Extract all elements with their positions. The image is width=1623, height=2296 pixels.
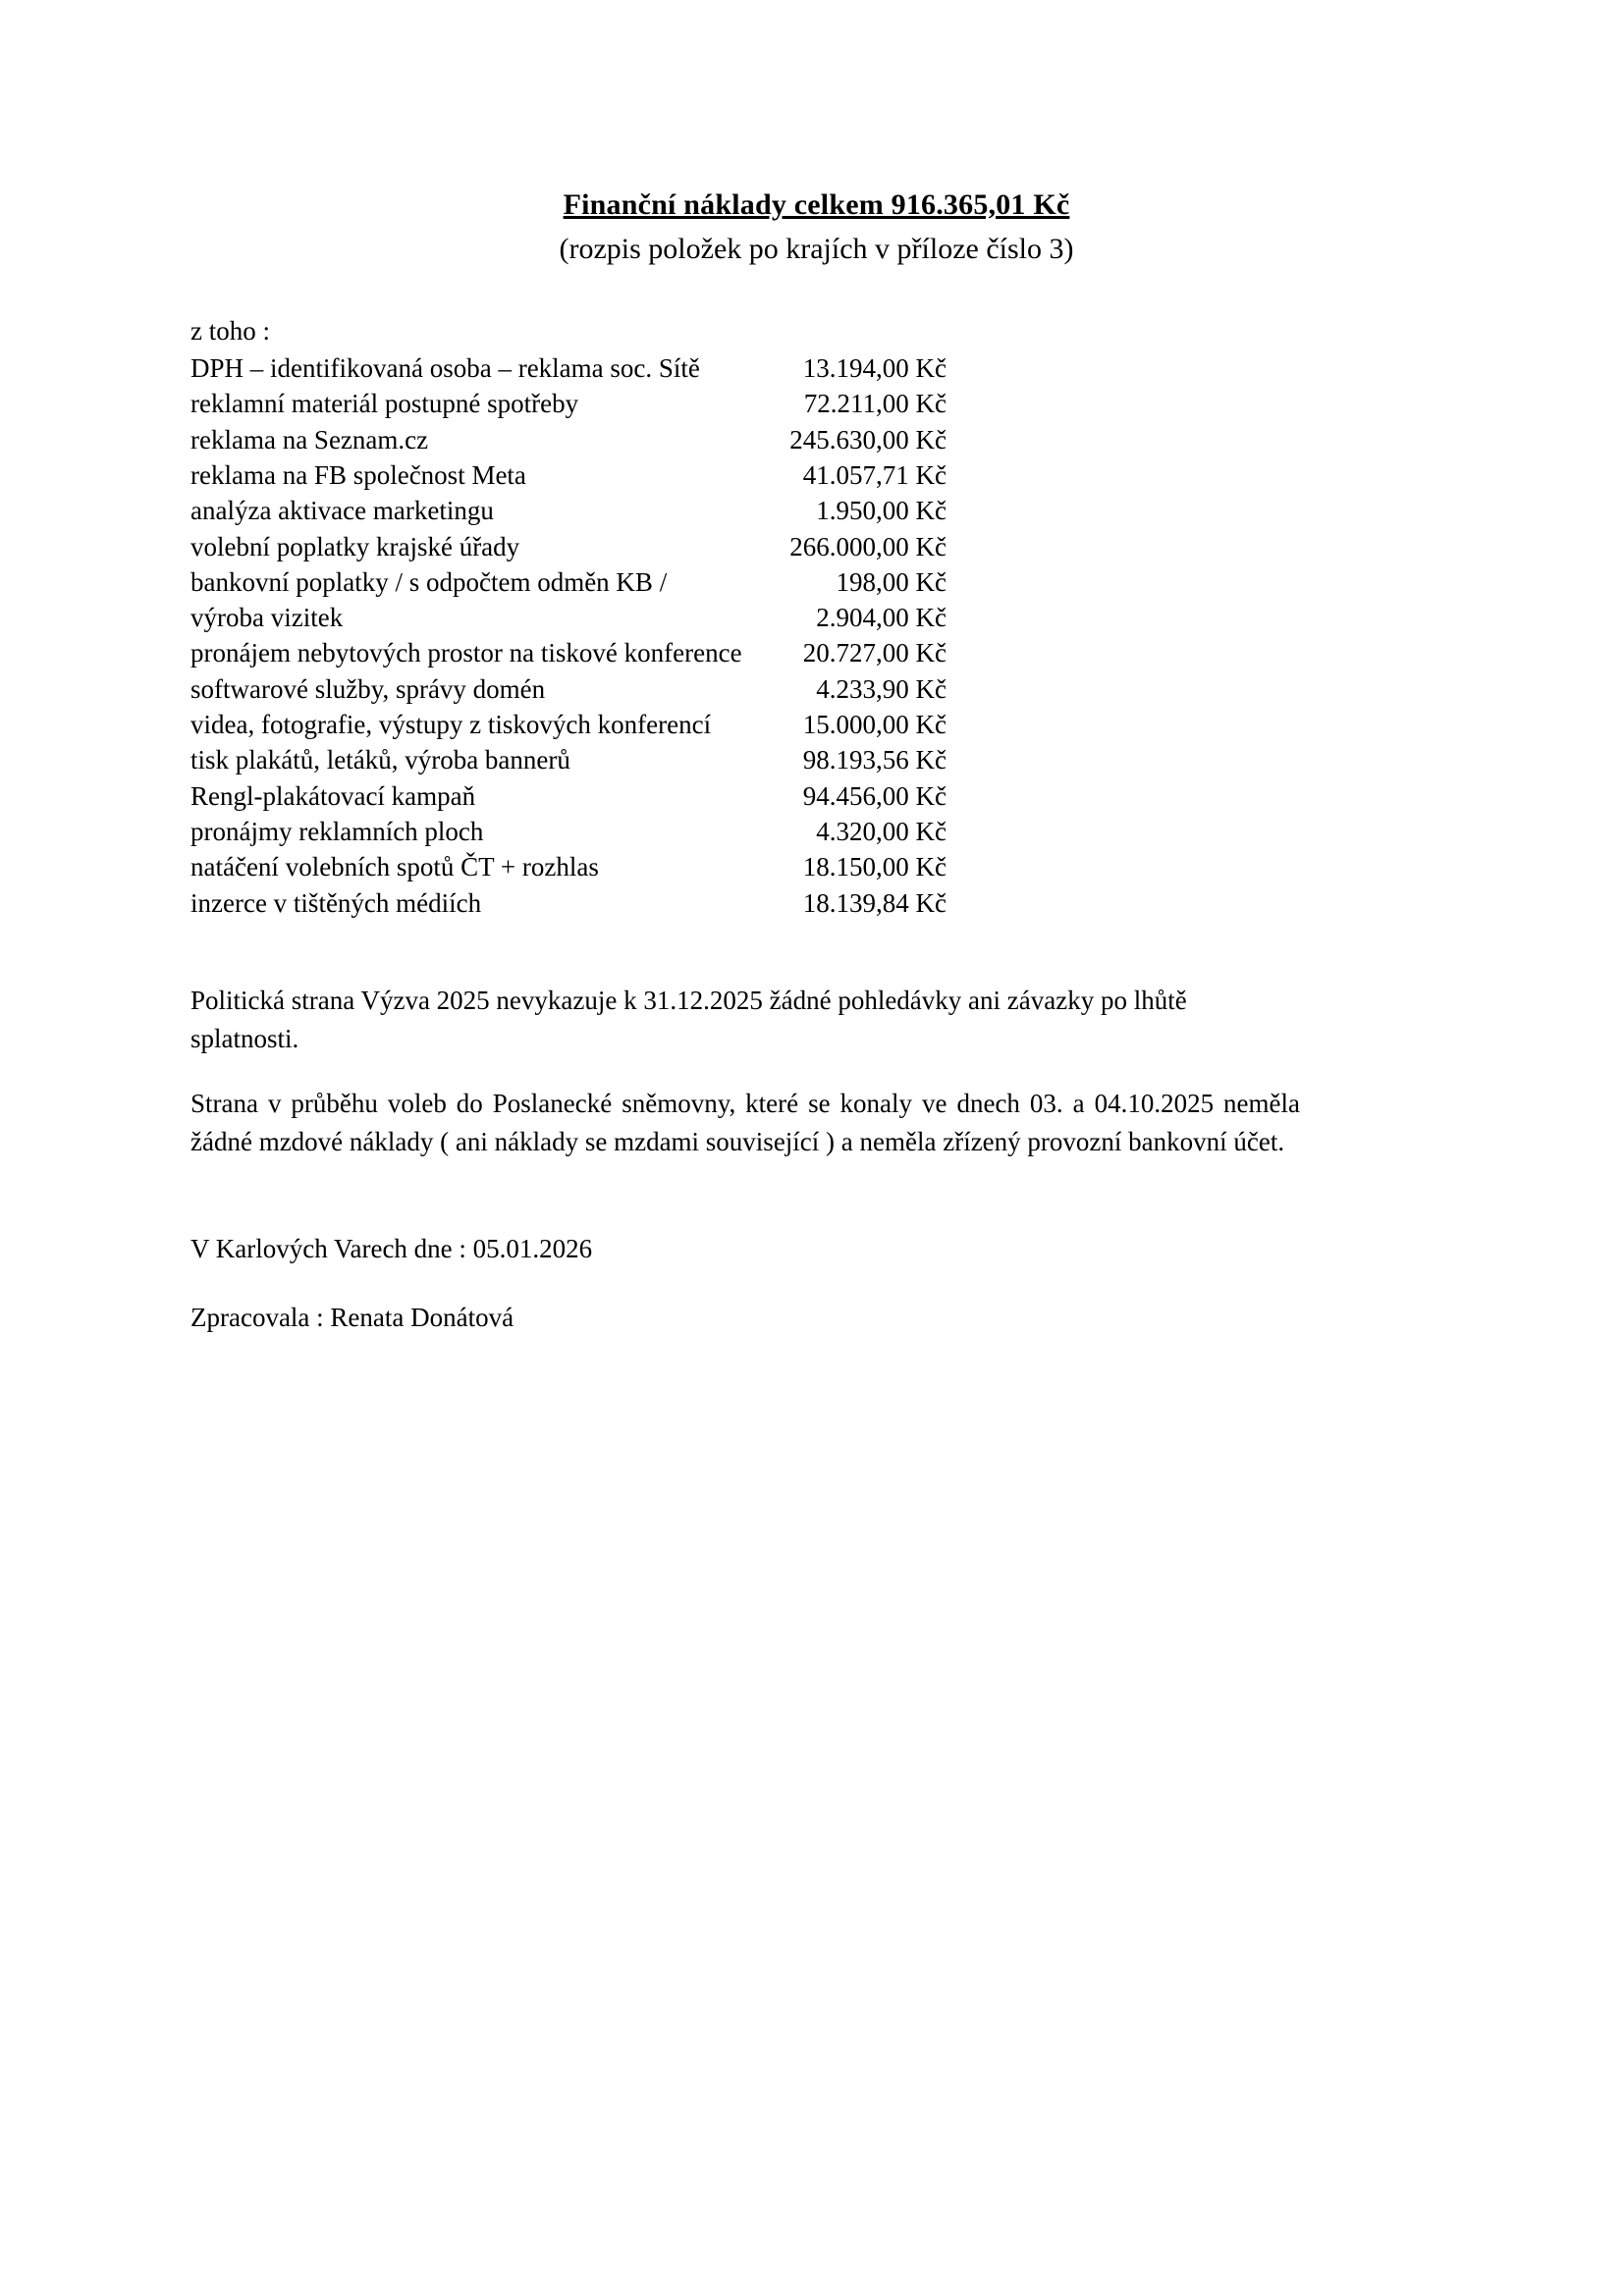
author-line: Zpracovala : Renata Donátová (190, 1303, 514, 1333)
item-spacer (494, 493, 816, 528)
item-amount: 18.139,84 Kč (802, 887, 947, 918)
list-item (190, 778, 947, 814)
item-label: videa, fotografie, výstupy z tiskových konferencí (190, 710, 712, 740)
statement-paragraphs (187, 982, 1300, 1160)
list-item (190, 849, 947, 884)
item-spacer (578, 386, 804, 421)
place-and-date: V Karlových Varech dne : 05.01.2026 (190, 1234, 593, 1264)
list-item (190, 529, 947, 564)
list-item (190, 493, 947, 528)
item-amount: 13.194,00 Kč (802, 352, 947, 383)
item-label: softwarové služby, správy domén (190, 673, 546, 704)
item-label: reklama na FB společnost Meta (190, 459, 526, 490)
item-spacer (428, 422, 789, 457)
item-spacer (570, 742, 803, 777)
item-spacer (599, 849, 803, 884)
item-spacer (526, 457, 803, 493)
item-label: pronájem nebytových prostor na tiskové konference (190, 638, 742, 668)
item-amount: 41.057,71 Kč (802, 459, 947, 490)
list-item (190, 350, 947, 386)
item-label: DPH – identifikovaná osoba – reklama soc. Sítě (190, 352, 700, 383)
list-item (190, 885, 947, 921)
item-amount: 4.233,90 Kč (816, 673, 947, 704)
cost-items-list (187, 350, 947, 921)
document-header (187, 187, 1446, 268)
item-amount: 18.150,00 Kč (802, 852, 947, 882)
list-item (190, 742, 947, 777)
list-item (190, 635, 947, 670)
item-amount: 245.630,00 Kč (789, 424, 947, 454)
item-label: výroba vizitek (190, 603, 344, 633)
item-spacer (481, 885, 803, 921)
list-item (190, 457, 947, 493)
item-amount: 4.320,00 Kč (816, 817, 947, 846)
item-amount: 72.211,00 Kč (803, 389, 947, 419)
item-spacer (711, 707, 803, 742)
item-amount: 20.727,00 Kč (802, 638, 947, 668)
item-spacer (700, 350, 803, 386)
list-item (190, 386, 947, 421)
item-spacer (667, 564, 836, 600)
item-amount: 15.000,00 Kč (802, 710, 947, 740)
item-amount: 94.456,00 Kč (802, 780, 947, 811)
item-amount: 1.950,00 Kč (816, 496, 947, 526)
list-item (190, 600, 947, 635)
item-spacer (742, 635, 803, 670)
item-label: inzerce v tištěných médiích (190, 887, 482, 918)
breakdown-label: z toho : (190, 315, 270, 346)
paragraph-liabilities: Politická strana Výzva 2025 nevykazuje k 31.12.2025 žádné pohledávky ani závazky po lhůtě splatnosti. (190, 985, 1187, 1053)
item-spacer (545, 671, 816, 707)
item-label: bankovní poplatky / s odpočtem odměn KB / (190, 566, 668, 597)
item-spacer (475, 778, 803, 814)
page-title: Finanční náklady celkem 916.365,01 Kč (563, 188, 1070, 221)
item-amount: 2.904,00 Kč (816, 603, 947, 633)
list-item (190, 564, 947, 600)
list-item (190, 707, 947, 742)
page-subtitle: (rozpis položek po krajích v příloze číslo 3) (559, 232, 1074, 265)
item-label: reklama na Seznam.cz (190, 424, 429, 454)
list-item (190, 422, 947, 457)
item-label: tisk plakátů, letáků, výroba bannerů (190, 745, 570, 775)
item-label: analýza aktivace marketingu (190, 496, 494, 526)
item-spacer (483, 814, 816, 849)
item-label: volební poplatky krajské úřady (190, 531, 520, 561)
item-spacer (343, 600, 816, 635)
list-item (190, 671, 947, 707)
item-amount: 198,00 Kč (836, 566, 947, 597)
item-label: pronájmy reklamních ploch (190, 817, 484, 846)
paragraph-wages: Strana v průběhu voleb do Poslanecké sněmovny, které se konaly ve dnech 03. a 04.10.2025 neměla žádné mzdové náklady ( ani náklady se mzdami související ) a neměla zřízený provozní bankovní účet. (190, 1089, 1300, 1156)
item-label: Rengl-plakátovací kampaň (190, 780, 476, 811)
item-label: reklamní materiál postupné spotřeby (190, 389, 579, 419)
item-spacer (519, 529, 789, 564)
list-item (190, 814, 947, 849)
item-amount: 266.000,00 Kč (789, 531, 947, 561)
item-amount: 98.193,56 Kč (802, 745, 947, 775)
item-label: natáčení volebních spotů ČT + rozhlas (190, 852, 599, 882)
closing-block (187, 1231, 1446, 1337)
